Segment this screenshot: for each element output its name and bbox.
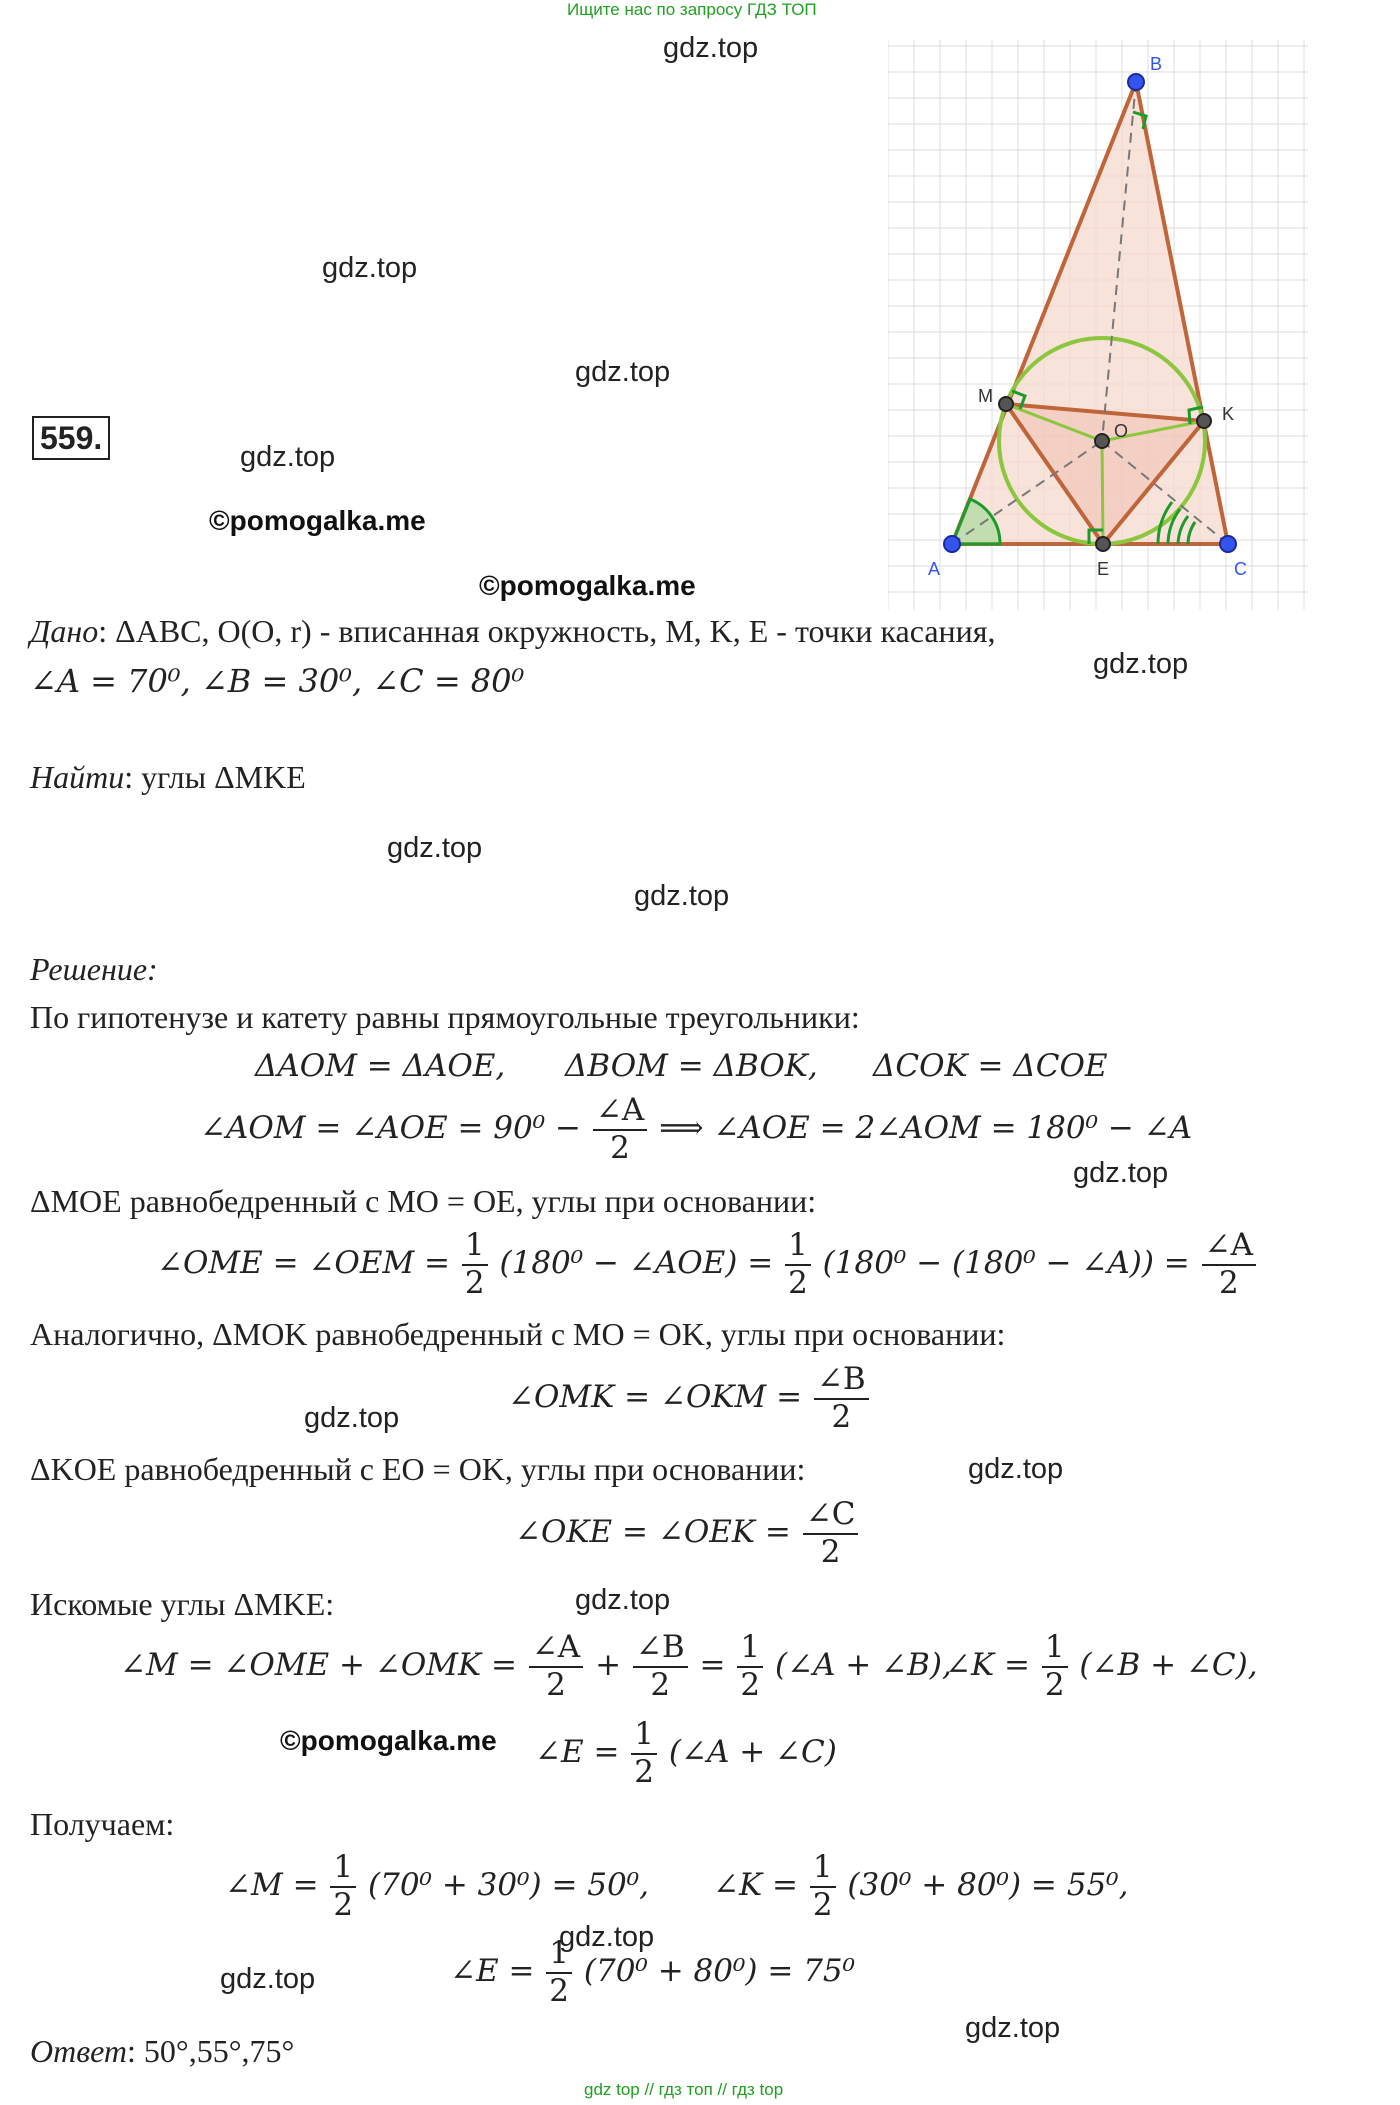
label-c: C <box>1234 559 1247 579</box>
watermark-pomogalka: ©pomogalka.me <box>209 505 426 536</box>
eq-ome-oem: ∠OME = ∠OEM = $\frac{1}{2}$ (180⁰ − ∠AOE) = $\frac{1}{2}$ (180⁰ − (180⁰ − ∠A)) = $\frac{\angle A}{2}$ <box>157 1228 1258 1301</box>
answer-line: Ответ: 50°,55°,75° <box>30 2033 295 2069</box>
footer-note: gdz top // гдз топ // гдз top <box>584 2080 784 2099</box>
label-m: M <box>978 386 993 406</box>
solution-label: Решение: <box>30 951 158 987</box>
label-k: K <box>1222 404 1235 424</box>
p-koe: ΔKOE равнобедренный с EO = OK, углы при основании: <box>30 1451 806 1487</box>
watermark-gdz: gdz.top <box>575 356 671 388</box>
watermark-gdz: gdz.top <box>559 1921 655 1953</box>
p-get: Получаем: <box>30 1806 175 1842</box>
watermark-gdz: gdz.top <box>304 1402 400 1434</box>
p-moe: ΔMOE равнобедренный с MO = OE, углы при основании: <box>30 1183 817 1219</box>
label-b: B <box>1150 54 1163 74</box>
point-b <box>1128 74 1144 90</box>
eq-omk-okm: ∠OMK = ∠OKM = $\frac{\angle B}{2}$ <box>508 1362 871 1435</box>
eq-angle-k-general: ∠K = $\frac{1}{2}$ (∠B + ∠C), <box>945 1629 1258 1703</box>
given-line-1: Дано: ΔABC, O(O, r) - вписанная окружность, M, K, E - точки касания, <box>30 613 996 649</box>
solution-intro: По гипотенузе и катету равны прямоугольные треугольники: <box>30 999 860 1035</box>
given-line-2: ∠A = 70⁰, ∠B = 30⁰, ∠C = 80⁰ <box>30 662 525 700</box>
p-sought: Искомые углы ΔMKE: <box>30 1586 335 1622</box>
watermark-gdz: gdz.top <box>575 1584 671 1616</box>
watermark-gdz: gdz.top <box>1073 1157 1169 1189</box>
eq-angle-e-value: ∠E = $\frac{1}{2}$ (70⁰ + 80⁰) = 75⁰ <box>450 1935 856 2009</box>
eq-angle-m-value: ∠M = $\frac{1}{2}$ (70⁰ + 30⁰) = 50⁰, <box>225 1849 650 1923</box>
label-e: E <box>1097 559 1110 579</box>
point-o <box>1095 434 1109 448</box>
top-search-note: Ищите нас по запросу ГДЗ ТОП <box>567 0 817 19</box>
problem-number: 559. <box>32 416 110 460</box>
eq-aom-aoe: ΔAOM = ΔAOE, <box>255 1048 506 1084</box>
eq-oke-oek: ∠OKE = ∠OEK = $\frac{\angle C}{2}$ <box>515 1497 860 1570</box>
point-a <box>944 536 960 552</box>
eq-angle-m-general: ∠M = ∠OME + ∠OMK = $\frac{\angle A}{2}$ + $\frac{\angle B}{2}$ = $\frac{1}{2}$ (∠A + ∠B), <box>120 1629 952 1703</box>
p-mok: Аналогично, ΔMOK равнобедренный с MO = OK, углы при основании: <box>30 1316 1006 1352</box>
label-a: A <box>928 559 941 579</box>
watermark-gdz: gdz.top <box>968 1453 1064 1485</box>
watermark-pomogalka: ©pomogalka.me <box>479 570 696 601</box>
point-c <box>1220 536 1236 552</box>
eq-bom-bok: ΔBOM = ΔBOK, <box>565 1048 818 1084</box>
watermark-gdz: gdz.top <box>240 441 336 473</box>
watermark-gdz: gdz.top <box>965 2012 1061 2044</box>
watermark-gdz: gdz.top <box>220 1963 316 1995</box>
eq-angle-e-general: ∠E = $\frac{1}{2}$ (∠A + ∠C) <box>535 1716 837 1790</box>
label-o: O <box>1114 421 1129 441</box>
watermark-gdz: gdz.top <box>387 832 483 864</box>
point-k <box>1197 414 1211 428</box>
find-line: Найти: углы ΔMKE <box>30 759 306 795</box>
watermark-gdz: gdz.top <box>663 32 759 64</box>
point-e <box>1096 537 1110 551</box>
watermark-gdz: gdz.top <box>634 880 730 912</box>
point-m <box>999 397 1013 411</box>
triangle-figure <box>888 40 1314 620</box>
eq-aom-90: ∠AOM = ∠AOE = 90⁰ − $\frac{\angle A}{2}$ ⟹ ∠AOE = 2∠AOM = 180⁰ − ∠A <box>200 1092 1193 1166</box>
watermark-gdz: gdz.top <box>322 252 418 284</box>
watermark-gdz: gdz.top <box>1093 648 1189 680</box>
eq-angle-k-value: ∠K = $\frac{1}{2}$ (30⁰ + 80⁰) = 55⁰, <box>713 1849 1129 1923</box>
eq-cok-coe: ΔCOK = ΔCOE <box>873 1048 1108 1084</box>
watermark-pomogalka: ©pomogalka.me <box>280 1725 497 1756</box>
